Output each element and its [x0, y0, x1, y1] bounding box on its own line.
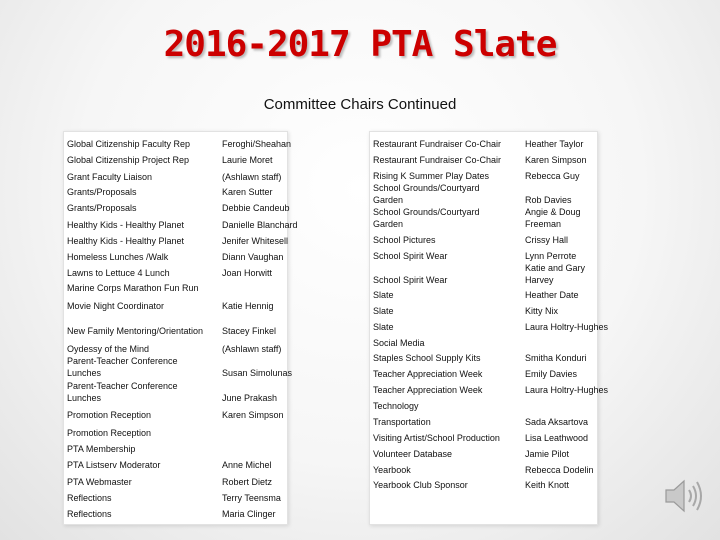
- name-cell: Joan Horwitt: [222, 268, 273, 278]
- position-cell: Global Citizenship Faculty Rep: [67, 139, 191, 149]
- position-cell: Global Citizenship Project Rep: [67, 155, 190, 165]
- position-cell: Staples School Supply Kits: [373, 353, 481, 363]
- left-committee-table: [63, 131, 298, 525]
- position-cell: Promotion Reception: [67, 428, 152, 438]
- position-cell: New Family Mentoring/Orientation: [67, 326, 204, 336]
- name-cell: Anne Michel: [222, 460, 272, 470]
- name-cell: Katie and Gary: [525, 263, 586, 273]
- position-cell: School Spirit Wear: [373, 251, 448, 261]
- name-cell: June Prakash: [222, 393, 278, 403]
- name-cell: Robert Dietz: [222, 477, 273, 487]
- name-cell: Angie & Doug: [525, 207, 581, 217]
- position-cell: School Grounds/Courtyard: [373, 207, 480, 217]
- position-cell: Parent-Teacher Conference: [67, 356, 178, 366]
- name-cell: Maria Clinger: [222, 509, 276, 519]
- position-cell: Technology: [373, 401, 419, 411]
- position-cell: School Grounds/Courtyard: [373, 183, 480, 193]
- name-cell: Stacey Finkel: [222, 326, 277, 336]
- name-cell: Rob Davies: [525, 195, 572, 205]
- slide-subtitle: Committee Chairs Continued: [263, 96, 457, 113]
- position-cell: PTA Webmaster: [67, 477, 132, 487]
- name-cell: Kitty Nix: [525, 306, 559, 316]
- name-cell: Jamie Pilot: [525, 449, 570, 459]
- name-cell: Lisa Leathwood: [525, 433, 589, 443]
- name-cell: Smitha Konduri: [525, 353, 587, 363]
- name-cell: Katie Hennig: [222, 301, 274, 311]
- position-cell: Teacher Appreciation Week: [373, 369, 483, 379]
- position-cell: PTA Membership: [67, 444, 136, 454]
- position-cell: Volunteer Database: [373, 449, 453, 459]
- name-cell: Feroghi/Sheahan: [222, 139, 292, 149]
- position-cell: Rising K Summer Play Dates: [373, 171, 490, 181]
- name-cell: Crissy Hall: [525, 235, 569, 245]
- position-cell: Homeless Lunches /Walk: [67, 252, 169, 262]
- position-cell: Marine Corps Marathon Fun Run: [67, 283, 199, 293]
- position-cell: Restaurant Fundraiser Co-Chair: [373, 155, 502, 165]
- name-cell: Harvey: [525, 275, 554, 285]
- position-cell: Lawns to Lettuce 4 Lunch: [67, 268, 170, 278]
- position-cell: School Pictures: [373, 235, 436, 245]
- name-cell: Karen Simpson: [525, 155, 587, 165]
- position-cell: School Spirit Wear: [373, 275, 448, 285]
- position-cell: Oydessy of the Mind: [67, 344, 150, 354]
- name-cell: Karen Sutter: [222, 187, 273, 197]
- speaker-icon[interactable]: [660, 472, 708, 520]
- name-cell: Rebecca Dodelin: [525, 465, 594, 475]
- position-cell: Yearbook Club Sponsor: [373, 480, 468, 490]
- name-cell: Karen Simpson: [222, 410, 284, 420]
- position-cell: Grants/Proposals: [67, 187, 137, 197]
- name-cell: Heather Taylor: [525, 139, 584, 149]
- position-cell: Visiting Artist/School Production: [373, 433, 500, 443]
- position-cell: Restaurant Fundraiser Co-Chair: [373, 139, 502, 149]
- position-cell: Healthy Kids - Healthy Planet: [67, 220, 185, 230]
- name-cell: Danielle Blanchard: [222, 220, 298, 230]
- position-cell: Reflections: [67, 509, 112, 519]
- slide-title: 2016-2017 PTA Slate: [163, 24, 557, 65]
- position-cell: Social Media: [373, 338, 425, 348]
- name-cell: Lynn Perrote: [525, 251, 577, 261]
- name-cell: Laura Holtry-Hughes: [525, 385, 609, 395]
- position-cell: Teacher Appreciation Week: [373, 385, 483, 395]
- position-cell: Lunches: [67, 393, 102, 403]
- position-cell: Lunches: [67, 368, 102, 378]
- position-cell: Yearbook: [373, 465, 411, 475]
- name-cell: Keith Knott: [525, 480, 570, 490]
- position-cell: Garden: [373, 195, 404, 205]
- name-cell: Heather Date: [525, 290, 579, 300]
- position-cell: Slate: [373, 322, 394, 332]
- name-cell: Sada Aksartova: [525, 417, 589, 427]
- position-cell: Reflections: [67, 493, 112, 503]
- name-cell: Debbie Candeub: [222, 203, 290, 213]
- position-cell: Transportation: [373, 417, 431, 427]
- position-cell: Parent-Teacher Conference: [67, 381, 178, 391]
- name-cell: Terry Teensma: [222, 493, 281, 503]
- position-cell: Grant Faculty Liaison: [67, 172, 153, 182]
- position-cell: Garden: [373, 219, 404, 229]
- name-cell: Laurie Moret: [222, 155, 273, 165]
- position-cell: Slate: [373, 290, 394, 300]
- name-cell: Jenifer Whitesell: [222, 236, 289, 246]
- position-cell: Movie Night Coordinator: [67, 301, 165, 311]
- position-cell: Slate: [373, 306, 394, 316]
- name-cell: (Ashlawn staff): [222, 344, 282, 354]
- name-cell: Laura Holtry-Hughes: [525, 322, 609, 332]
- right-committee-table: [369, 131, 609, 525]
- name-cell: Rebecca Guy: [525, 171, 580, 181]
- name-cell: Freeman: [525, 219, 562, 229]
- name-cell: Emily Davies: [525, 369, 578, 379]
- position-cell: Healthy Kids - Healthy Planet: [67, 236, 185, 246]
- name-cell: Susan Simolunas: [222, 368, 293, 378]
- name-cell: Diann Vaughan: [222, 252, 284, 262]
- position-cell: Grants/Proposals: [67, 203, 137, 213]
- name-cell: (Ashlawn staff): [222, 172, 282, 182]
- position-cell: PTA Listserv Moderator: [67, 460, 161, 470]
- position-cell: Promotion Reception: [67, 410, 152, 420]
